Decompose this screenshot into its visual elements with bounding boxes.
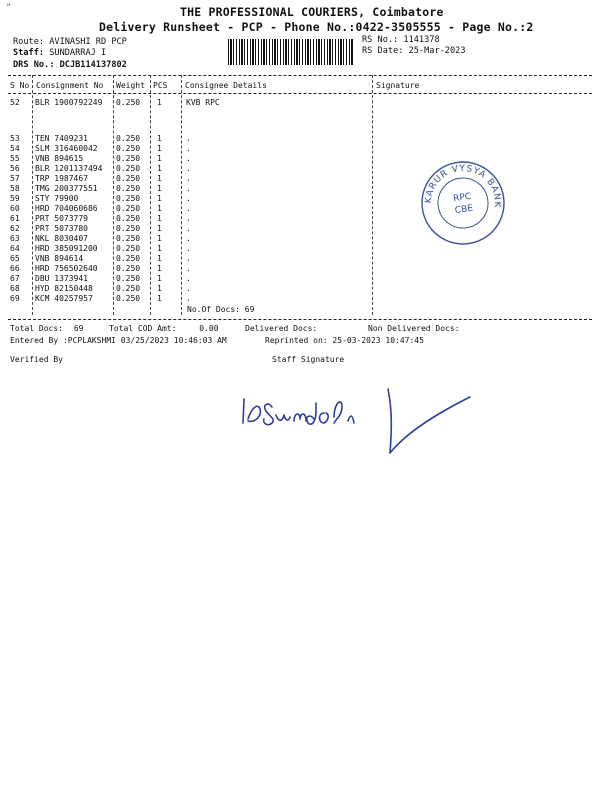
col-pcs: PCS xyxy=(153,81,168,90)
row-sno: 66 xyxy=(10,264,20,273)
row-pcs: 1 xyxy=(157,184,162,193)
col-consignee: Consignee Details xyxy=(185,81,267,90)
barcode xyxy=(228,39,354,65)
row-consignment: TRP 1987467 xyxy=(35,174,88,183)
total-docs-value: 69 xyxy=(73,324,84,333)
row-consignment: NKL 8030407 xyxy=(35,234,88,243)
row-sno: 53 xyxy=(10,134,20,143)
row-details: . xyxy=(186,134,191,143)
col-sno: S No xyxy=(10,81,30,90)
col-sep-3 xyxy=(150,75,151,315)
row-details: . xyxy=(186,234,191,243)
row-weight: 0.250 xyxy=(116,144,141,153)
route-line xyxy=(13,37,127,47)
handwritten-signature xyxy=(238,385,478,465)
row-consignment: BLR 1201137494 xyxy=(35,164,103,173)
row-details: . xyxy=(186,184,191,193)
verified-by: Verified By xyxy=(10,355,63,364)
row-weight: 0.250 xyxy=(116,264,141,273)
row-sno: 60 xyxy=(10,204,20,213)
row-sno: 67 xyxy=(10,274,20,283)
row-sno: 63 xyxy=(10,234,20,243)
row-weight: 0.250 xyxy=(116,284,141,293)
col-sep-5 xyxy=(372,75,373,315)
row-sno: 55 xyxy=(10,154,20,163)
row-pcs: 1 xyxy=(157,174,162,183)
row-weight: 0.250 xyxy=(116,184,141,193)
row-consignment: VNB 894614 xyxy=(35,254,84,263)
row-consignment: HRD 704060686 xyxy=(35,204,98,213)
runsheet-subtitle: Delivery Runsheet - PCP - Phone No.:0422-3505555 - Page No.:2 xyxy=(99,20,534,34)
row-pcs: 1 xyxy=(157,204,162,213)
col-sep-1 xyxy=(32,75,33,315)
row-consignment: TEN 7409231 xyxy=(35,134,88,143)
row-consignment: KCM 40257957 xyxy=(35,294,93,303)
row-pcs: 1 xyxy=(157,224,162,233)
row-pcs: 1 xyxy=(157,134,162,143)
row-pcs: 1 xyxy=(157,234,162,243)
stamp-line1: RPC xyxy=(452,191,472,205)
entered-by: Entered By :PCPLAKSHMI 03/25/2023 10:46:03 AM xyxy=(10,336,227,345)
row-pcs: 1 xyxy=(157,214,162,223)
col-sep-2 xyxy=(113,75,114,315)
row-details: . xyxy=(186,154,191,163)
row-sno: 56 xyxy=(10,164,20,173)
route-value: AVINASHI RD PCP xyxy=(49,37,127,47)
row-pcs: 1 xyxy=(157,264,162,273)
route-label: Route: xyxy=(13,37,45,47)
row-details: . xyxy=(186,264,191,273)
rs-date-line xyxy=(362,46,466,56)
row-consignment: DBU 1373941 xyxy=(35,274,88,283)
stamp-outer-text: KARUR VYSYA BANK xyxy=(423,163,503,209)
row-sno: 57 xyxy=(10,174,20,183)
row-weight: 0.250 xyxy=(116,244,141,253)
row-details: . xyxy=(186,164,191,173)
total-docs-label: Total Docs: xyxy=(10,324,63,333)
bank-stamp xyxy=(414,154,511,251)
row-details: . xyxy=(186,244,191,253)
row-weight: 0.250 xyxy=(116,134,141,143)
col-weight: Weight xyxy=(116,81,145,90)
row-weight: 0.250 xyxy=(116,154,141,163)
reprinted-on: Reprinted on: 25-03-2023 10:47:45 xyxy=(265,336,424,345)
row-weight: 0.250 xyxy=(116,174,141,183)
total-docs xyxy=(10,324,83,333)
row-sno: 62 xyxy=(10,224,20,233)
rs-no-line xyxy=(362,35,440,45)
row-pcs: 1 xyxy=(157,284,162,293)
col-consignment: Consignment No xyxy=(36,81,104,90)
row-details: . xyxy=(186,284,191,293)
row-weight: 0.250 xyxy=(116,224,141,233)
row-pcs: 1 xyxy=(157,144,162,153)
row-weight: 0.250 xyxy=(116,234,141,243)
row-pcs: 1 xyxy=(157,244,162,253)
row-consignment: BLR 1900792249 xyxy=(35,98,103,107)
rs-date-value: 25-Mar-2023 xyxy=(408,46,466,56)
row-sno: 54 xyxy=(10,144,20,153)
row-sno: 65 xyxy=(10,254,20,263)
col-sep-4 xyxy=(181,75,182,315)
col-signature: Signature xyxy=(376,81,420,90)
row-pcs: 1 xyxy=(157,254,162,263)
drs-label: DRS No.: xyxy=(13,60,55,70)
delivered-docs: Delivered Docs: xyxy=(245,324,318,333)
row-weight: 0.250 xyxy=(116,194,141,203)
row-pcs: 1 xyxy=(157,194,162,203)
row-pcs: 1 xyxy=(157,154,162,163)
row-weight: 0.250 xyxy=(116,274,141,283)
row-details: KVB RPC xyxy=(186,98,220,107)
row-consignment: HRD 385091200 xyxy=(35,244,98,253)
header-rule-top xyxy=(8,75,592,76)
row-weight: 0.250 xyxy=(116,254,141,263)
row-sno: 58 xyxy=(10,184,20,193)
row-sno: 59 xyxy=(10,194,20,203)
row-details: . xyxy=(186,224,191,233)
totals-rule xyxy=(8,319,592,320)
non-delivered-docs: Non Delivered Docs: xyxy=(368,324,460,333)
total-cod xyxy=(109,324,219,333)
row-consignment: HRD 756502640 xyxy=(35,264,98,273)
row-details: . xyxy=(186,274,191,283)
staff-signature-label: Staff Signature xyxy=(272,355,345,364)
row-pcs: 1 xyxy=(157,98,162,107)
company-title: THE PROFESSIONAL COURIERS, Coimbatore xyxy=(180,5,444,19)
rs-no-label: RS No.: xyxy=(362,35,399,45)
corner-mark: " xyxy=(6,3,12,13)
no-of-docs: No.Of Docs: 69 xyxy=(187,305,255,314)
row-details: . xyxy=(186,204,191,213)
total-cod-label: Total COD Amt: xyxy=(109,324,177,333)
row-pcs: 1 xyxy=(157,164,162,173)
rs-no-value: 1141378 xyxy=(403,35,440,45)
row-pcs: 1 xyxy=(157,294,162,303)
row-sno: 69 xyxy=(10,294,20,303)
row-weight: 0.250 xyxy=(116,204,141,213)
row-sno: 61 xyxy=(10,214,20,223)
row-sno: 52 xyxy=(10,98,20,107)
row-weight: 0.250 xyxy=(116,164,141,173)
row-weight: 0.250 xyxy=(116,294,141,303)
row-consignment: PRT 5073779 xyxy=(35,214,88,223)
drs-value: DCJB114137802 xyxy=(59,60,127,70)
row-details: . xyxy=(186,294,191,303)
drs-line xyxy=(13,60,127,70)
row-consignment: STY 79900 xyxy=(35,194,79,203)
rs-date-label: RS Date: xyxy=(362,46,404,56)
row-consignment: TMG 200377551 xyxy=(35,184,98,193)
row-details: . xyxy=(186,174,191,183)
row-details: . xyxy=(186,194,191,203)
row-details: . xyxy=(186,144,191,153)
row-consignment: PRT 5073780 xyxy=(35,224,88,233)
staff-label: Staff: xyxy=(13,48,45,58)
row-details: . xyxy=(186,254,191,263)
total-cod-value: 0.00 xyxy=(199,324,219,333)
row-sno: 64 xyxy=(10,244,20,253)
row-weight: 0.250 xyxy=(116,98,141,107)
staff-line xyxy=(13,48,106,58)
stamp-line2: CBE xyxy=(454,203,474,217)
row-consignment: VNB 894615 xyxy=(35,154,84,163)
staff-value: SUNDARRAJ I xyxy=(49,48,107,58)
row-weight: 0.250 xyxy=(116,214,141,223)
row-sno: 68 xyxy=(10,284,20,293)
row-pcs: 1 xyxy=(157,274,162,283)
row-consignment: HYD 82150448 xyxy=(35,284,93,293)
row-details: . xyxy=(186,214,191,223)
header-rule-bottom xyxy=(8,93,592,94)
row-consignment: SLM 316460042 xyxy=(35,144,98,153)
